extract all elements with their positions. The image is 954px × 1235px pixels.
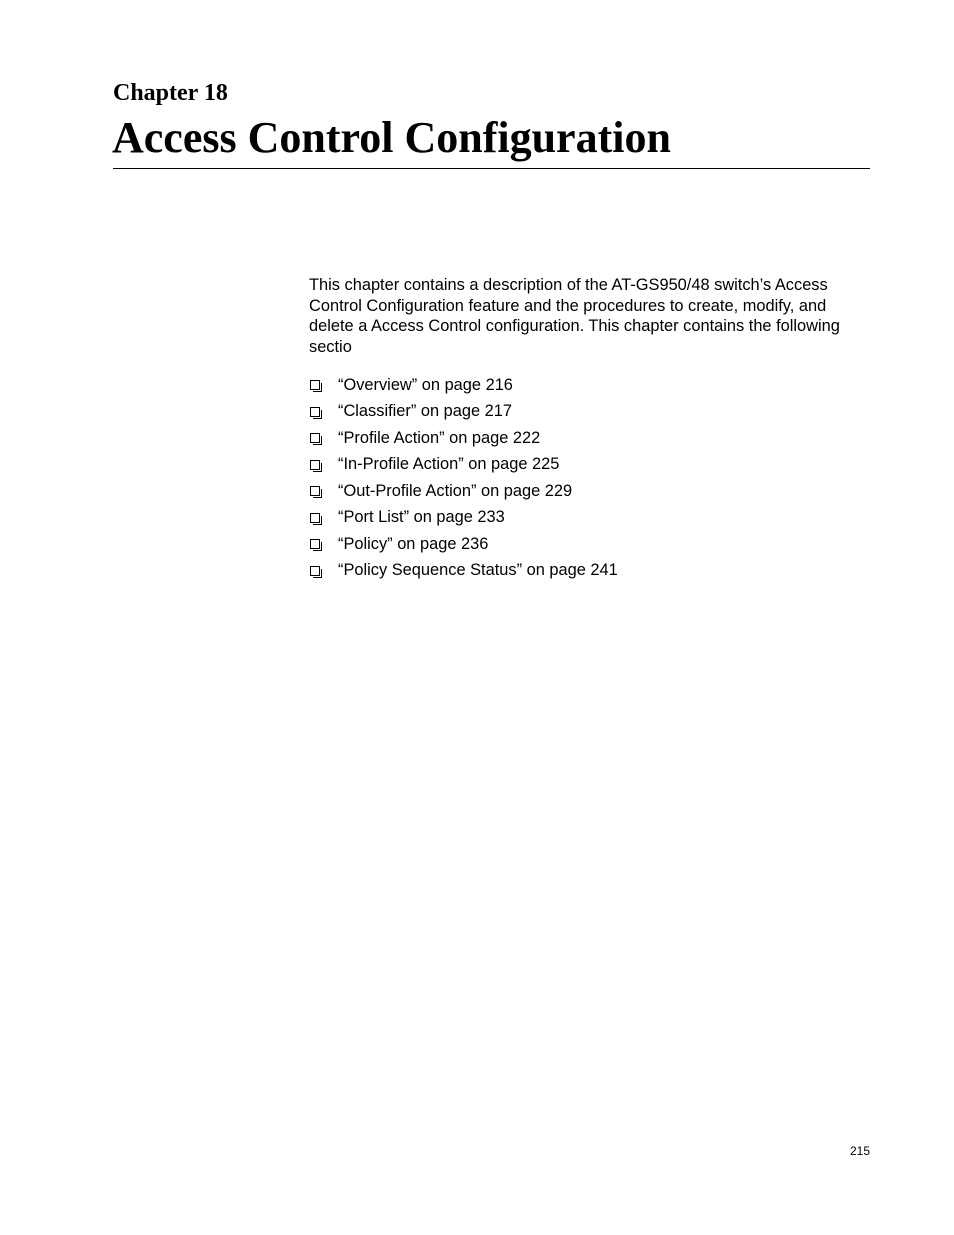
section-list [309,372,618,584]
list-item [309,452,618,479]
list-item [309,558,618,585]
title-divider [113,168,870,169]
list-item [309,505,618,532]
chapter-title: Access Control Configuration [112,113,671,162]
section-link[interactable]: “Classifier” on page 217 [338,402,513,421]
checkbox-bullet-icon [310,460,320,470]
list-item [309,531,618,558]
section-link[interactable]: “Policy” on page 236 [338,534,489,553]
list-item [309,425,618,452]
intro-paragraph: This chapter contains a description of the AT-GS950/48 switch’s Access Control Configuration feature and the procedures to create, modify, and delete a Access Control configuration. This chapter contains the following sectio [309,276,840,356]
checkbox-bullet-icon [310,566,320,576]
page-number: 215 [850,1144,871,1158]
section-link[interactable]: “Overview” on page 216 [338,375,513,394]
checkbox-bullet-icon [310,539,320,549]
section-link[interactable]: “Profile Action” on page 222 [338,428,541,447]
section-link[interactable]: “In-Profile Action” on page 225 [338,455,560,474]
list-item [309,478,618,505]
section-link[interactable]: “Out-Profile Action” on page 229 [338,481,573,500]
checkbox-bullet-icon [310,380,320,390]
checkbox-bullet-icon [310,407,320,417]
checkbox-bullet-icon [310,486,320,496]
section-link[interactable]: “Port List” on page 233 [338,508,505,527]
checkbox-bullet-icon [310,513,320,523]
section-link[interactable]: “Policy Sequence Status” on page 241 [338,561,618,580]
list-item [309,399,618,426]
chapter-label: Chapter 18 [113,80,228,106]
checkbox-bullet-icon [310,433,320,443]
list-item [309,372,618,399]
